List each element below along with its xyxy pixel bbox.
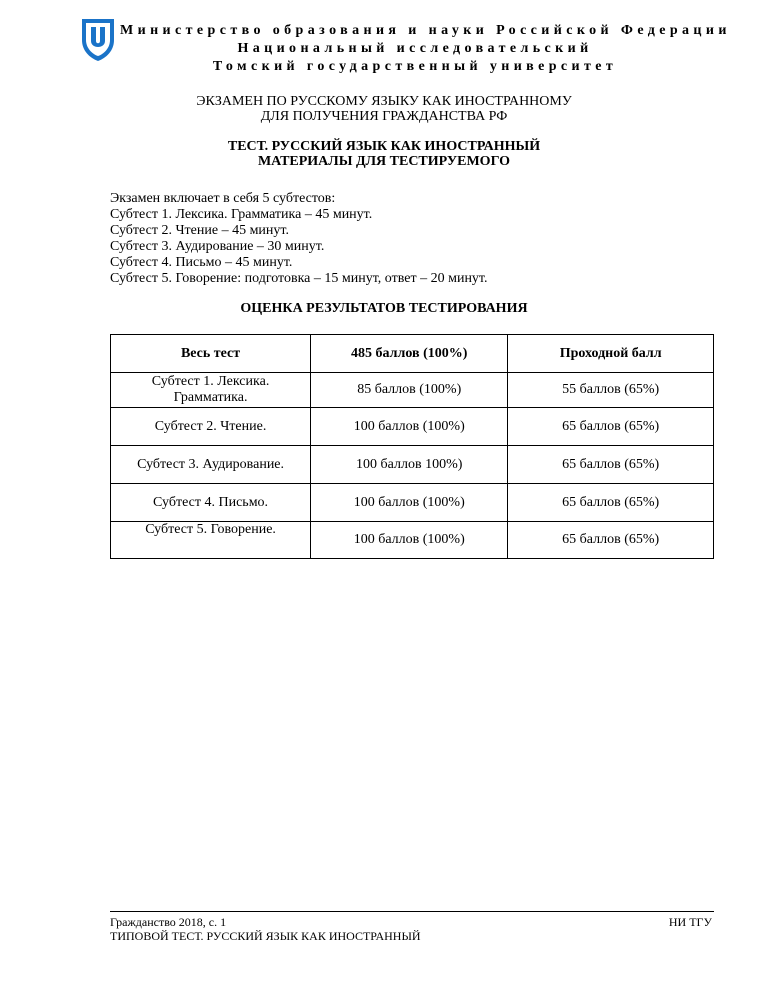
table-header-cell: Проходной балл xyxy=(508,335,714,373)
table-cell: 65 баллов (65%) xyxy=(508,522,714,559)
exam-structure xyxy=(110,191,488,287)
footer-page-info: Гражданство 2018, с. 1 xyxy=(110,915,227,929)
results-heading: ОЦЕНКА РЕЗУЛЬТАТОВ ТЕСТИРОВАНИЯ xyxy=(240,301,528,316)
table-cell: Субтест 2. Чтение. xyxy=(111,408,311,446)
results-table xyxy=(110,334,714,559)
table-cell: 100 баллов (100%) xyxy=(311,522,508,559)
test-subtitle-line-1: ТЕСТ. РУССКИЙ ЯЗЫК КАК ИНОСТРАННЫЙ xyxy=(227,139,541,154)
table-row xyxy=(111,446,714,484)
university-name: Томский государственный университет xyxy=(212,59,618,74)
ministry-name: Министерство образования и науки Российской Федерации xyxy=(120,23,731,38)
intro-line: Субтест 3. Аудирование – 30 минут. xyxy=(110,239,325,254)
ministry-header xyxy=(120,22,731,76)
footer-divider xyxy=(110,911,714,912)
university-logo-icon xyxy=(78,16,118,62)
exam-title-line-2: ДЛЯ ПОЛУЧЕНИЯ ГРАЖДАНСТВА РФ xyxy=(260,109,508,124)
table-row xyxy=(111,522,714,559)
table-cell: 85 баллов (100%) xyxy=(311,373,508,408)
test-subtitle xyxy=(0,139,768,169)
table-row xyxy=(111,484,714,522)
intro-line: Субтест 1. Лексика. Грамматика – 45 минут. xyxy=(110,207,373,222)
intro-line: Субтест 4. Письмо – 45 минут. xyxy=(110,255,293,270)
footer-institution: НИ ТГУ xyxy=(668,915,712,929)
table-row xyxy=(111,373,714,408)
table-cell: 100 баллов (100%) xyxy=(311,408,508,446)
table-cell: 65 баллов (65%) xyxy=(508,446,714,484)
exam-title-line-1: ЭКЗАМЕН ПО РУССКОМУ ЯЗЫКУ КАК ИНОСТРАННОМУ xyxy=(196,94,572,109)
exam-title xyxy=(0,94,768,124)
university-type: Национальный исследовательский xyxy=(237,41,593,56)
table-row xyxy=(111,408,714,446)
table-header-row xyxy=(111,335,714,373)
table-cell: 100 баллов 100%) xyxy=(311,446,508,484)
table-cell: 65 баллов (65%) xyxy=(508,408,714,446)
table-header-cell: 485 баллов (100%) xyxy=(311,335,508,373)
table-cell: 55 баллов (65%) xyxy=(508,373,714,408)
intro-line: Экзамен включает в себя 5 субтестов: xyxy=(110,191,336,206)
table-cell: Субтест 3. Аудирование. xyxy=(111,446,311,484)
table-header-cell: Весь тест xyxy=(111,335,311,373)
test-subtitle-line-2: МАТЕРИАЛЫ ДЛЯ ТЕСТИРУЕМОГО xyxy=(257,154,511,169)
table-cell: 100 баллов (100%) xyxy=(311,484,508,522)
intro-line: Субтест 5. Говорение: подготовка – 15 минут, ответ – 20 минут. xyxy=(110,271,488,286)
table-cell: 65 баллов (65%) xyxy=(508,484,714,522)
table-cell: Субтест 1. Лексика. Грамматика. xyxy=(111,373,311,408)
page-footer-left xyxy=(110,915,421,943)
intro-line: Субтест 2. Чтение – 45 минут. xyxy=(110,223,289,238)
table-cell: Субтест 4. Письмо. xyxy=(111,484,311,522)
footer-doc-title: ТИПОВОЙ ТЕСТ. РУССКИЙ ЯЗЫК КАК ИНОСТРАННЫЙ xyxy=(110,929,421,943)
table-cell: Субтест 5. Говорение. xyxy=(111,522,311,559)
